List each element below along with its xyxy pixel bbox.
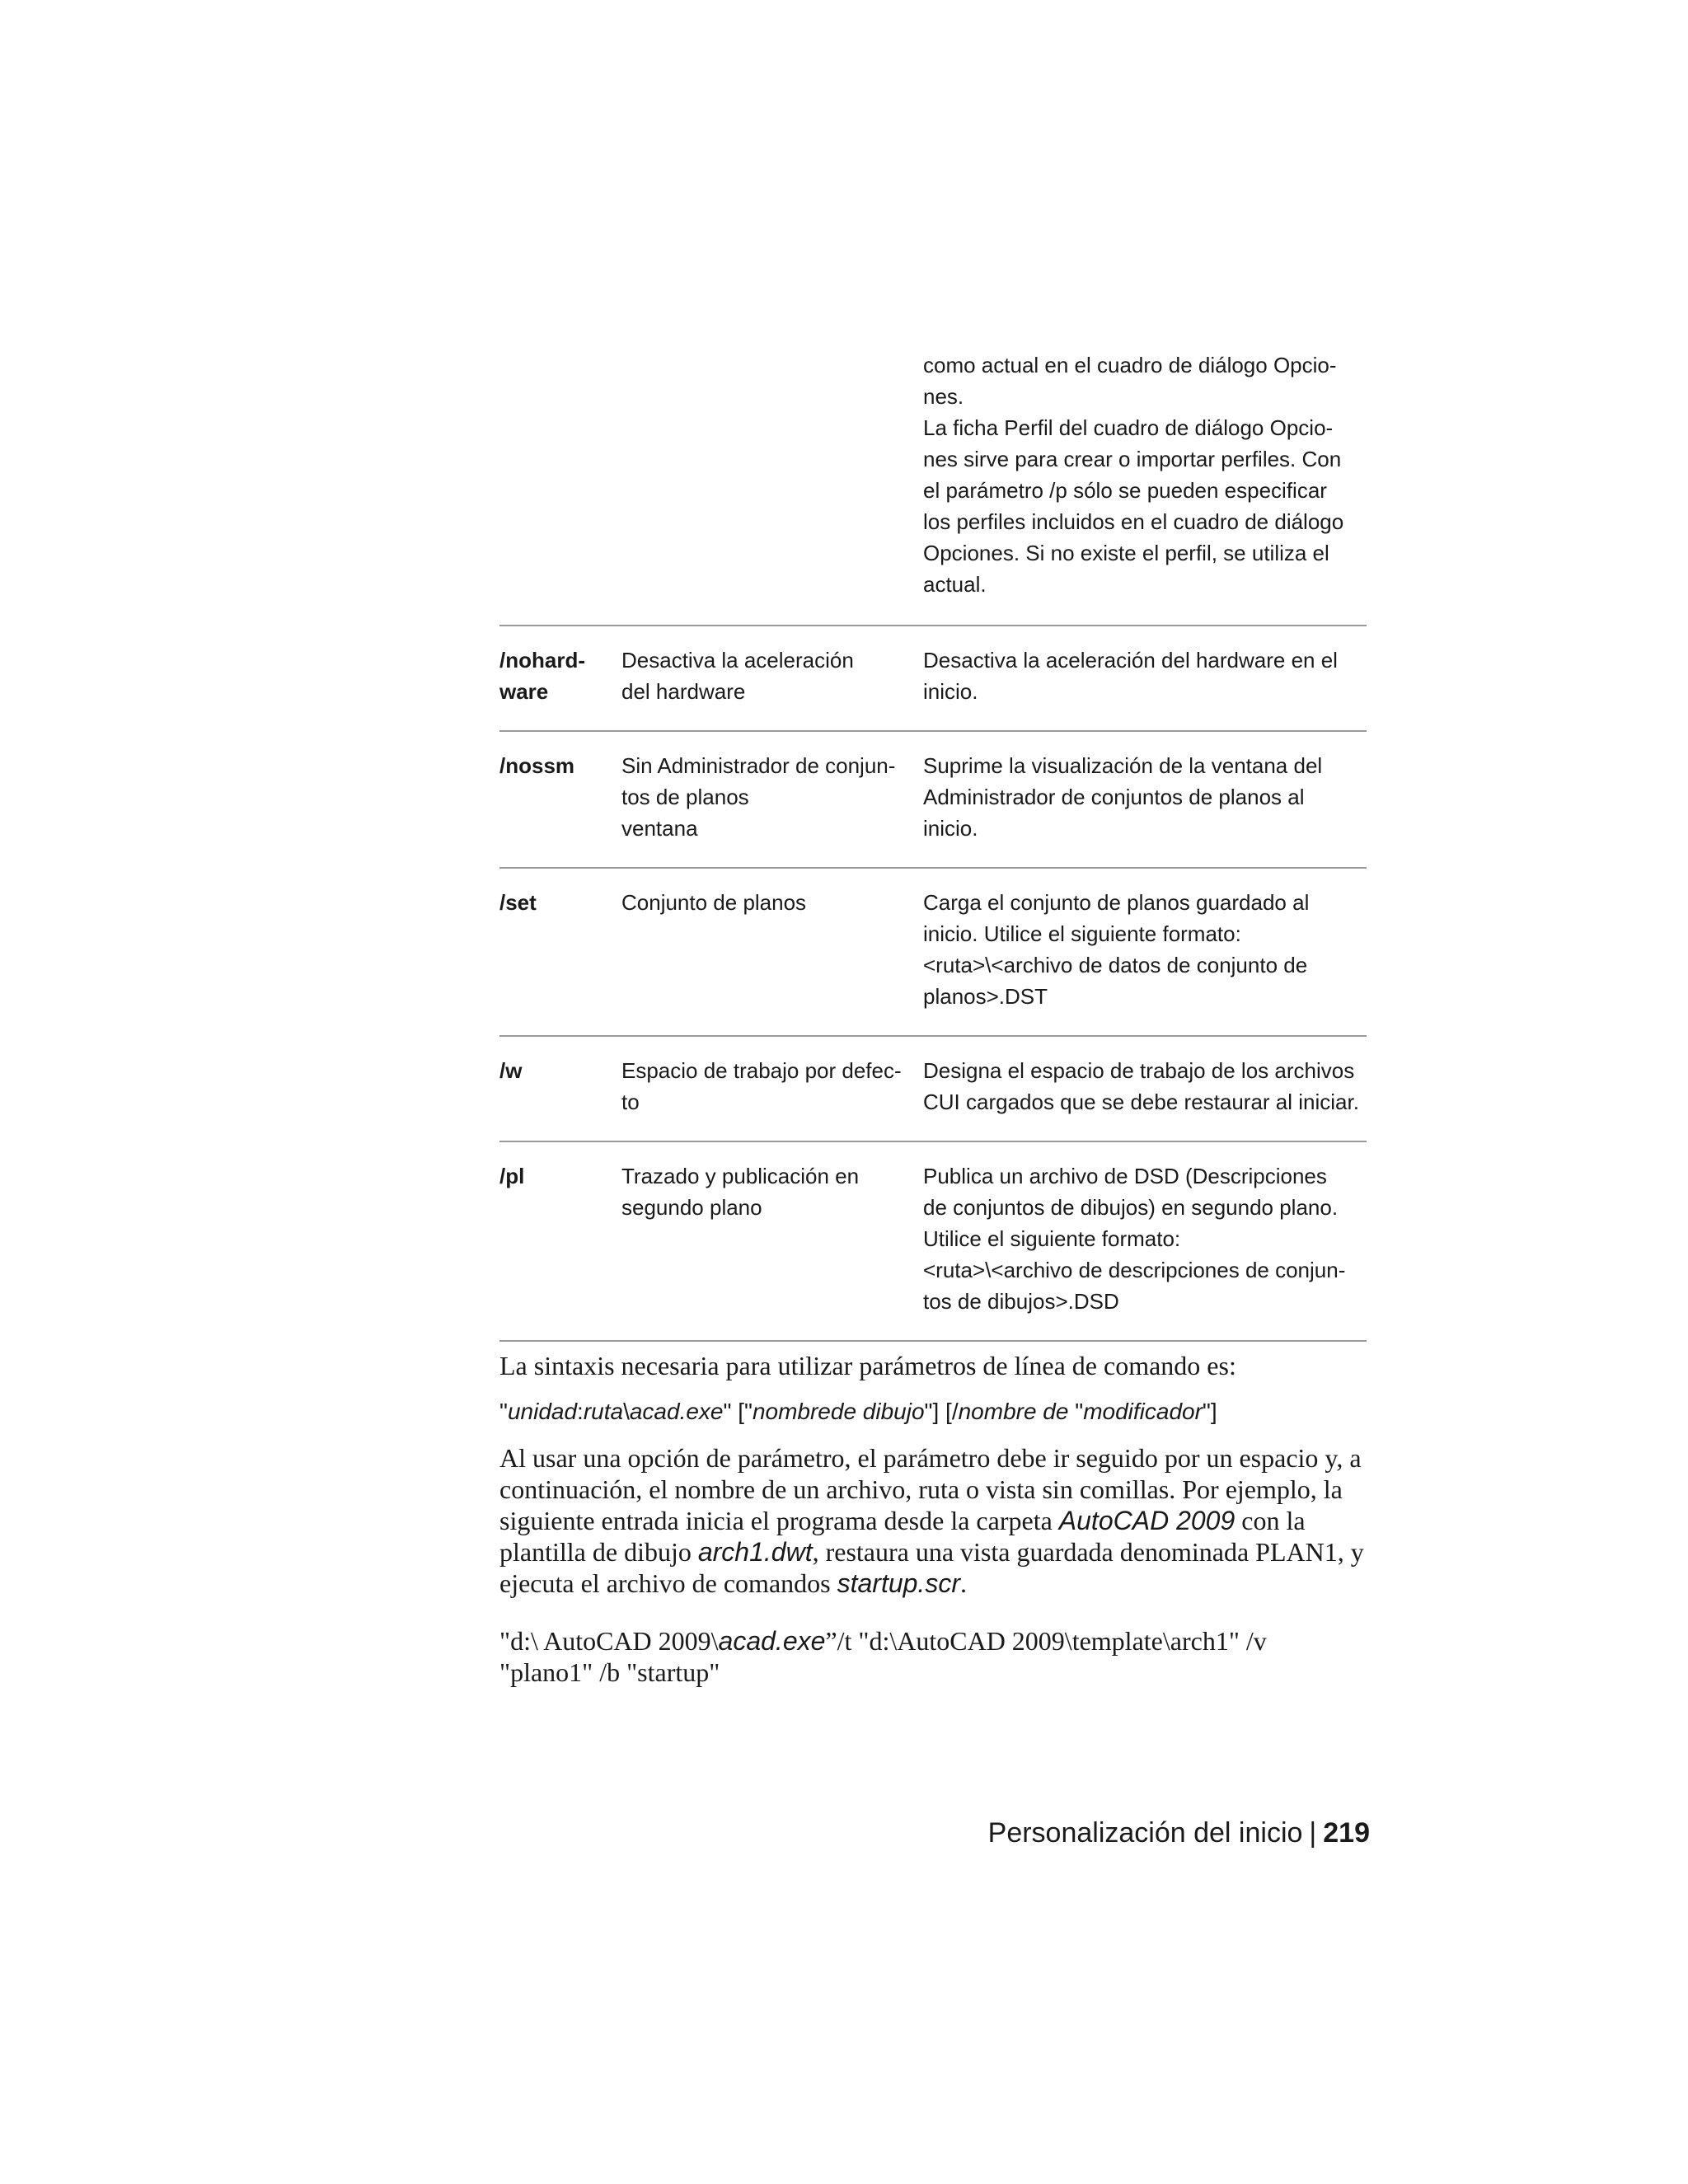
syntax-part: : [577, 1399, 584, 1424]
name-text: Conjunto de planos [621, 890, 807, 915]
example-text: ”/t "d:\AutoCAD 2009\template\arch1" /v [825, 1626, 1267, 1656]
section-title: Personalización del inicio [987, 1817, 1303, 1849]
table-continuation-cell [923, 349, 1352, 600]
description-text: de conjuntos de dibujos) en segundo plano. [923, 1195, 1339, 1220]
switch-text: /w [499, 1058, 523, 1083]
name-cell [621, 1055, 902, 1118]
name-cell [621, 750, 902, 844]
switch-cell [499, 750, 607, 781]
table-row [499, 730, 1367, 867]
syntax-part: " [" [723, 1399, 753, 1424]
description-text: inicio. Utilice el siguiente formato: [923, 921, 1241, 946]
example-text: "d:\ AutoCAD 2009\ [499, 1626, 719, 1656]
explanation-paragraph [499, 1442, 1375, 1599]
syntax-part: nombre de [958, 1399, 1076, 1424]
paragraph-text: , restaura una vista guardada denominada PLAN1, y ejecuta el archivo de comandos [499, 1537, 1364, 1598]
name-text: Espacio de trabajo por defec- [621, 1058, 902, 1083]
switch-cell [499, 1160, 607, 1192]
switch-cell [499, 1055, 607, 1086]
name-text: to [621, 1090, 640, 1114]
table-row [499, 1035, 1367, 1141]
spacer [621, 981, 902, 1012]
switch-text: ware [499, 679, 549, 704]
name-text: del hardware [621, 679, 746, 704]
switch-text: /set [499, 890, 537, 915]
description-text: Publica un archivo de DSD (Descripciones [923, 1164, 1327, 1188]
continuation-line: como actual en el cuadro de diálogo Opcio- [923, 353, 1337, 377]
switch-cell [499, 644, 607, 707]
syntax-part: modificador [1083, 1399, 1203, 1424]
description-text: Designa el espacio de trabajo de los archivos [923, 1058, 1355, 1083]
description-cell [923, 1160, 1352, 1317]
example-exe: acad.exe [718, 1626, 826, 1656]
description-text: Administrador de conjuntos de planos al [923, 785, 1305, 809]
table-row [499, 625, 1367, 730]
spacer [621, 1254, 902, 1286]
continuation-line: actual. [923, 572, 987, 597]
continuation-line: nes. [923, 384, 964, 409]
continuation-line: el parámetro /p sólo se pueden especificar [923, 478, 1327, 503]
switch-text: /nohard- [499, 648, 585, 673]
description-text: Carga el conjunto de planos guardado al [923, 890, 1310, 915]
spacer [621, 918, 902, 949]
syntax-part: \ [623, 1399, 630, 1424]
description-text: Desactiva la aceleración del hardware en el [923, 648, 1338, 673]
paragraph-text: con la plantilla de dibujo [499, 1506, 1306, 1567]
name-text: tos de planos [621, 785, 749, 809]
example-text: "plano1" /b "startup" [499, 1657, 720, 1687]
paragraph-text: . [959, 1568, 967, 1598]
paragraph-text: Al usar una opción de parámetro, el parámetro debe ir seguido por un espacio y, a continuación, el nombre de un archivo, ruta o vista sin comillas. Por ejemplo, la siguiente entrada inicia el programa desde la carpeta [499, 1443, 1362, 1535]
syntax-part: " [499, 1399, 508, 1424]
description-text: planos>.DST [923, 984, 1048, 1009]
spacer [621, 1286, 902, 1317]
spacer [621, 949, 902, 981]
switch-text: /pl [499, 1164, 525, 1188]
description-text: tos de dibujos>.DSD [923, 1289, 1119, 1314]
syntax-part: " [1075, 1399, 1084, 1424]
syntax-part: acad.exe [629, 1399, 724, 1424]
name-cell [621, 887, 902, 1012]
switch-cell [499, 887, 607, 918]
syntax-part: "] [ [924, 1399, 952, 1424]
name-text: segundo plano [621, 1195, 762, 1220]
spacer [621, 1223, 902, 1254]
description-text: Utilice el siguiente formato: [923, 1226, 1181, 1251]
description-cell [923, 1055, 1359, 1118]
name-text: ventana [621, 816, 698, 841]
continuation-line: Opciones. Si no existe el perfil, se utiliza el [923, 541, 1329, 565]
syntax-part: ruta [583, 1399, 624, 1424]
template-name: arch1.dwt [697, 1537, 813, 1567]
table-row [499, 1141, 1367, 1342]
continuation-line: nes sirve para crear o importar perfiles. Con [923, 447, 1342, 471]
syntax-part: / [951, 1399, 959, 1424]
description-cell [923, 644, 1352, 707]
syntax-part: nombrede dibujo [752, 1399, 925, 1424]
folder-name: AutoCAD 2009 [1058, 1506, 1236, 1535]
name-text: Desactiva la aceleración [621, 648, 854, 673]
page-number: 219 [1323, 1817, 1370, 1849]
name-cell [621, 644, 902, 707]
name-text: Sin Administrador de conjun- [621, 753, 896, 778]
description-text: inicio. [923, 816, 978, 841]
description-text: inicio. [923, 679, 978, 704]
intro-paragraph: La sintaxis necesaria para utilizar parámetros de línea de comando es: [499, 1351, 1236, 1380]
description-text: Suprime la visualización de la ventana del [923, 753, 1323, 778]
description-cell [923, 750, 1352, 844]
syntax-part: unidad [507, 1399, 578, 1424]
description-text: <ruta>\<archivo de datos de conjunto de [923, 953, 1308, 977]
description-cell [923, 887, 1352, 1012]
name-cell [621, 1160, 902, 1317]
parameters-table [499, 625, 1367, 1342]
switch-text: /nossm [499, 753, 575, 778]
syntax-line [499, 1396, 1375, 1427]
continuation-line: los perfiles incluidos en el cuadro de diálogo [923, 509, 1344, 534]
name-text: Trazado y publicación en [621, 1164, 860, 1188]
continuation-line: La ficha Perfil del cuadro de diálogo Opcio- [923, 415, 1334, 440]
footer-separator: | [1309, 1817, 1317, 1849]
body-text [499, 1350, 1375, 1714]
description-text: <ruta>\<archivo de descripciones de conjun- [923, 1258, 1346, 1282]
script-name: startup.scr [837, 1568, 960, 1598]
syntax-part: "] [1202, 1399, 1217, 1424]
example-command [499, 1625, 1375, 1688]
table-row [499, 867, 1367, 1035]
description-text: CUI cargados que se debe restaurar al iniciar. [923, 1090, 1359, 1114]
page-footer [988, 1816, 1370, 1849]
